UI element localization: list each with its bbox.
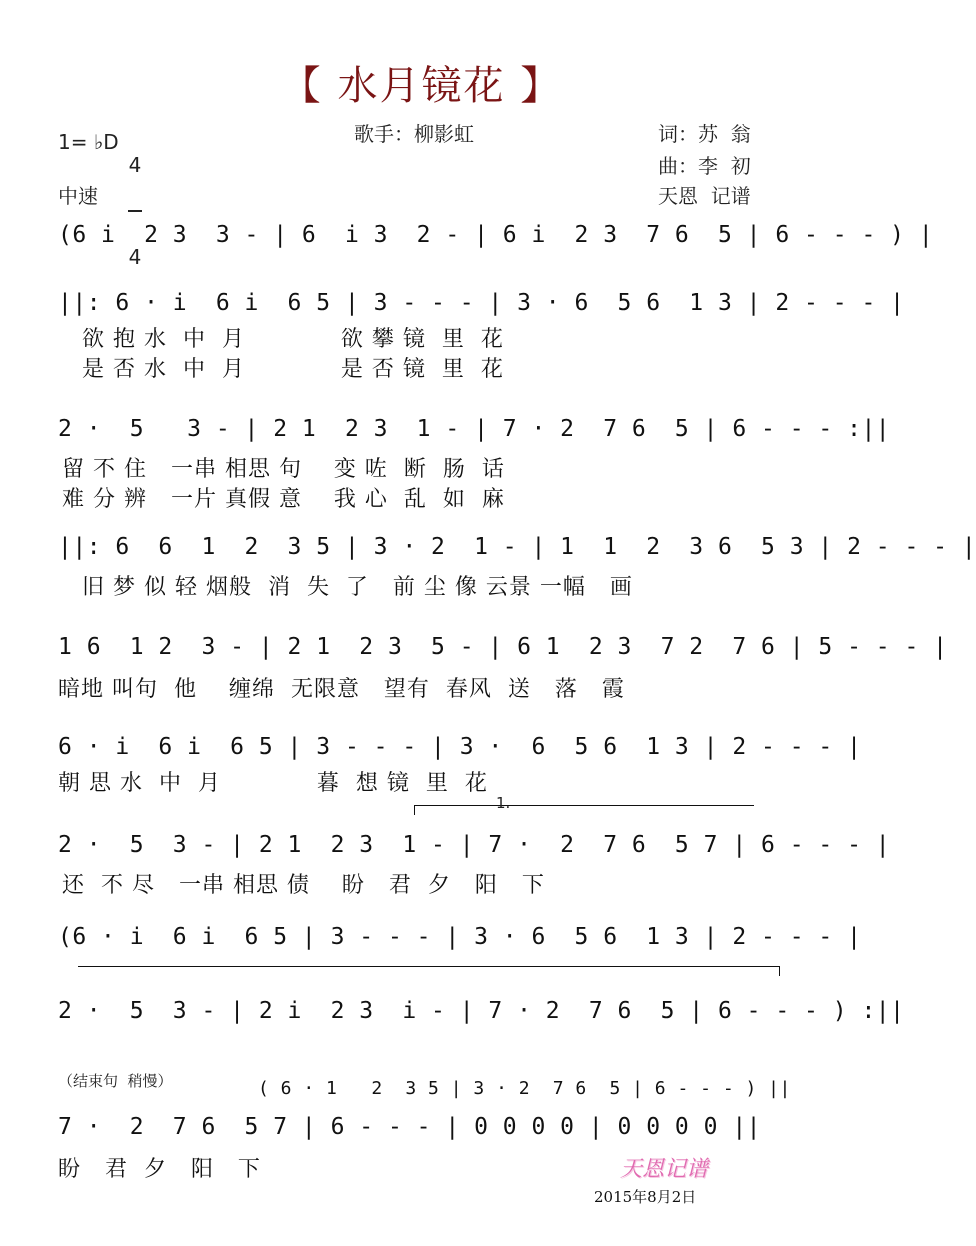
score-row-2-lyrics-1: 欲 抱 水 中 月 欲 攀 镜 里 花 bbox=[82, 327, 504, 352]
transcription-date: 2015年8月2日 bbox=[594, 1188, 697, 1206]
score-row-6-notes: 6 · i 6 i 6 5 | 3 - - - | 3 · 6 5 6 1 3 | 2 - - - | bbox=[58, 734, 862, 760]
time-signature bbox=[128, 120, 142, 284]
score-row-5-lyrics-1: 暗地 叫句 他 缠绵 无限意 望有 春风 送 落 霞 bbox=[58, 677, 625, 702]
score-row-9-notes: 2 · 5 3 - | 2 i 2 3 i - | 7 · 2 7 6 5 | 6 - - - ) :|| bbox=[58, 998, 905, 1024]
song-title: 【 水月镜花 】 bbox=[280, 63, 563, 109]
transcriber-stamp: 天恩记谱 bbox=[620, 1157, 709, 1182]
score-row-7-lyrics-1: 还 不 尽 一串 相思 债 盼 君 夕 阳 下 bbox=[62, 873, 545, 898]
score-row-1-notes: (6 i 2 3 3 - | 6 i 3 2 - | 6 i 2 3 7 6 5 | 6 - - - ) | bbox=[58, 222, 934, 248]
score-row-7-notes: 2 · 5 3 - | 2 1 2 3 1 - | 7 · 2 7 6 5 7 | 6 - - - | bbox=[58, 832, 891, 858]
score-row-5-notes: 1 6 1 2 3 - | 2 1 2 3 5 - | 6 1 2 3 7 2 7 6 | 5 - - - | bbox=[58, 634, 948, 660]
transcriber-credit: 天恩 记谱 bbox=[658, 184, 751, 208]
score-row-2-notes: ||: 6 · i 6 i 6 5 | 3 - - - | 3 · 6 5 6 1 3 | 2 - - - | bbox=[58, 290, 905, 316]
score-row-4-lyrics-1: 旧 梦 似 轻 烟般 消 失 了 前 尘 像 云景 一幅 画 bbox=[82, 575, 633, 600]
time-signature-bottom: 4 bbox=[128, 245, 142, 269]
composer-credit: 曲：李 初 bbox=[658, 154, 751, 178]
key-signature: 1= ♭D bbox=[58, 130, 119, 154]
score-row-2-lyrics-2: 是 否 水 中 月 是 否 镜 里 花 bbox=[82, 357, 504, 382]
score-row-3-lyrics-2: 难 分 辨 一片 真假 意 我 心 乱 如 麻 bbox=[62, 487, 505, 512]
volta-bracket-line bbox=[414, 805, 754, 806]
time-signature-line bbox=[128, 210, 142, 212]
ending-upper-notes: ( 6 · 1 2 3 5 | 3 · 2 7 6 5 | 6 - - - ) || bbox=[258, 1078, 791, 1099]
ending-bracket-hook bbox=[779, 966, 780, 976]
ending-bracket-line bbox=[78, 966, 780, 967]
score-row-3-notes: 2 · 5 3 - | 2 1 2 3 1 - | 7 · 2 7 6 5 | 6 - - - :|| bbox=[58, 416, 891, 442]
time-signature-top: 4 bbox=[128, 153, 142, 177]
singer-credit: 歌手：柳影虹 bbox=[354, 122, 474, 146]
ending-label: （结束句 稍慢） bbox=[58, 1072, 173, 1090]
score-row-3-lyrics-1: 留 不 住 一串 相思 句 变 咗 断 肠 话 bbox=[62, 457, 505, 482]
lyricist-credit: 词：苏 翁 bbox=[658, 122, 751, 146]
tempo-marking: 中速 bbox=[58, 184, 98, 208]
volta-label: 1. bbox=[496, 794, 511, 812]
ending-lyrics: 盼 君 夕 阳 下 bbox=[58, 1157, 261, 1182]
score-row-6-lyrics-1: 朝 思 水 中 月 暮 想 镜 里 花 bbox=[58, 771, 488, 796]
score-row-8-notes: (6 · i 6 i 6 5 | 3 - - - | 3 · 6 5 6 1 3 | 2 - - - | bbox=[58, 924, 862, 950]
ending-notes: 7 · 2 7 6 5 7 | 6 - - - | 0 0 0 0 | 0 0 0 0 || bbox=[58, 1114, 762, 1140]
volta-bracket-hook bbox=[414, 805, 415, 815]
score-row-4-notes: ||: 6 6 1 2 3 5 | 3 · 2 1 - | 1 1 2 3 6 5 3 | 2 - - - | bbox=[58, 534, 976, 560]
